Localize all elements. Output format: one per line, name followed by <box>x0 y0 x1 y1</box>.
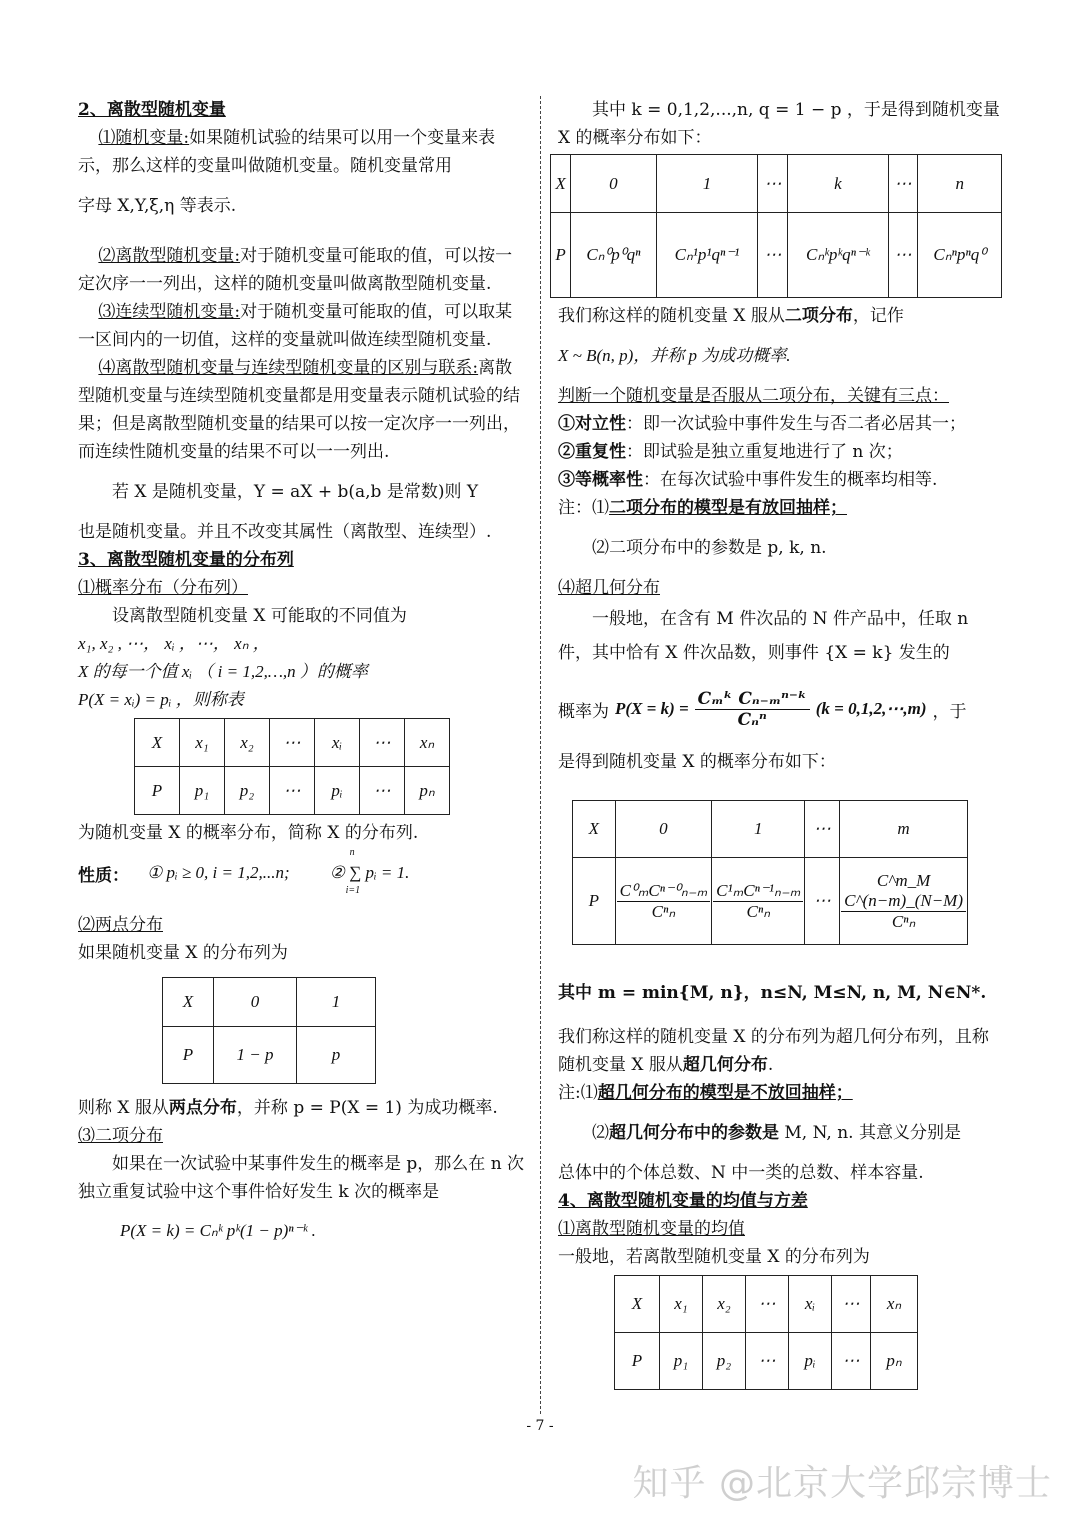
para-hypergeometric-dist: 是得到随机变量 X 的概率分布如下： <box>558 752 836 772</box>
para-values-list: x₁, x₂ , ⋯， xᵢ ，⋯， xₙ ， <box>78 634 270 653</box>
page-number: - 7 - <box>526 1418 554 1434</box>
para-discrete-rv: ⑵离散型随机变量:对于随机变量可能取的值，可以按一定次序一一列出，这样的随机变量叫做离散型随机变量. <box>78 246 513 294</box>
note-hypergeometric-model: 注:⑴超几何分布的模型是不放回抽样； <box>558 1083 853 1103</box>
table-row: X x₁ x₂ ⋯ xᵢ ⋯ xₙ <box>135 719 450 767</box>
para-hypergeometric-def: 我们称这样的随机变量 X 的分布列为超几何分布列，且称随机变量 X 服从超几何分布. <box>558 1027 989 1075</box>
column-divider <box>540 96 541 1414</box>
hypergeometric-formula: 概率为 P(X = k) = $\frac{\text{Cₘᵏ Cₙ₋ₘⁿ⁻ᵏ}}{\text{Cₙⁿ}}$ (k = 0,1,2,⋯,m) ，于 <box>558 688 967 730</box>
para-random-variable: ⑴随机变量:如果随机试验的结果可以用一个变量来表示，那么这样的变量叫做随机变量。随机变量常用 <box>78 128 496 176</box>
para-m-definition: 其中 m = min{M, n}，n≤N, M≤N, n, M, N∈N*. <box>558 983 987 1003</box>
heading-mean-variance: 4、离散型随机变量的均值与方差 <box>558 1191 808 1211</box>
para-continuous-rv: ⑶连续型随机变量:对于随机变量可能取的值，可以取某一区间内的一切值，这样的变量就叫做连续型随机变量. <box>78 302 513 350</box>
left-column <box>78 96 526 1256</box>
two-point-table <box>162 977 376 1084</box>
binomial-formula: P(X = k) = Cₙᵏ pᵏ(1 − p)ⁿ⁻ᵏ . <box>120 1221 316 1240</box>
para-binomial-def: 我们称这样的随机变量 X 服从二项分布，记作 <box>558 306 904 326</box>
para-two-point-intro: 如果随机变量 X 的分布列为 <box>78 943 288 963</box>
watermark: 知乎 @北京大学邱宗博士 <box>632 1463 1052 1504</box>
table-row: P Cₙ⁰p⁰qⁿ Cₙ¹p¹qⁿ⁻¹ ⋯ Cₙᵏpᵏqⁿ⁻ᵏ ⋯ Cₙⁿpⁿq⁰ <box>551 213 1002 298</box>
table-row: P 1 − p p <box>163 1027 376 1084</box>
subheading-hypergeometric: ⑷超几何分布 <box>558 578 660 598</box>
note-hypergeometric-params: ⑵超几何分布中的参数是 M, N, n. 其意义分别是 <box>592 1123 961 1143</box>
table-row: P p₁ p₂ ⋯ pᵢ ⋯ pₙ <box>135 767 450 815</box>
table-row: X 0 1 <box>163 978 376 1027</box>
para-also-rv: 也是随机变量。并且不改变其属性（离散型、连续型）. <box>78 522 492 542</box>
table-row: X 0 1 ⋯ m <box>573 801 968 858</box>
mean-distribution-table <box>614 1275 918 1390</box>
right-column <box>555 96 1003 1390</box>
heading-distribution-list: 3、离散型随机变量的分布列 <box>78 550 294 570</box>
subheading-two-point: ⑵两点分布 <box>78 915 163 935</box>
table-row: P $\frac{\text{C⁰ₘCⁿ⁻⁰ₙ₋ₘ}}{\text{Cⁿₙ}}$ $\frac{\text{C¹ₘCⁿ⁻¹ₙ₋ₘ}}{\text{Cⁿₙ}}$ ⋯ $\frac{\text{C\textasciicircum{}m\_M C\textasciicircum{}(n−m)\_(N−M)}}{\text{Cⁿₙ}}$ <box>573 858 968 945</box>
point-repetition: ②重复性：即试验是独立重复地进行了 n 次； <box>558 442 903 462</box>
hypergeometric-table <box>572 800 968 945</box>
para-param-meaning: 总体中的个体总数、N 中一类的总数、样本容量. <box>558 1163 924 1183</box>
para-each-value: X 的每一个值 xᵢ （ i = 1,2,…,n ）的概率 <box>78 662 368 681</box>
para-mean-intro: 一般地，若离散型随机变量 X 的分布列为 <box>558 1247 870 1267</box>
point-opposition: ①对立性：即一次试验中事件发生与否二者必居其一； <box>558 414 966 434</box>
para-linear-transform: 若 X 是随机变量，Y = aX + b(a,b 是常数)则 Y <box>112 482 479 502</box>
subheading-mean: ⑴离散型随机变量的均值 <box>558 1219 745 1239</box>
para-letters: 字母 X,Y,ξ,η 等表示. <box>78 196 237 216</box>
para-values-intro: 设离散型随机变量 X 可能取的不同值为 <box>112 606 407 626</box>
table-row: P p₁ p₂ ⋯ pᵢ ⋯ pₙ <box>615 1333 918 1390</box>
binomial-table <box>550 154 1002 298</box>
note-binomial-params: ⑵二项分布中的参数是 p, k, n. <box>592 538 827 558</box>
subheading-binomial: ⑶二项分布 <box>78 1126 163 1146</box>
para-where-k: 其中 k = 0,1,2,...,n, q = 1 − p ，于是得到随机变量 X 的概率分布如下： <box>558 100 1000 148</box>
note-binomial-model: 注：⑴二项分布的模型是有放回抽样； <box>558 498 847 518</box>
para-dist-def: 为随机变量 X 的概率分布，简称 X 的分布列. <box>78 823 419 843</box>
para-hypergeometric-intro: 一般地，在含有 M 件次品的 N 件产品中，任取 n 件，其中恰有 X 件次品数，则事件 {X = k} 发生的 <box>558 609 969 663</box>
subheading-prob-dist: ⑴概率分布（分布列） <box>78 578 248 598</box>
para-binomial-intro: 如果在一次试验中某事件发生的概率是 p，那么在 n 次独立重复试验中这个事件恰好发生 k 次的概率是 <box>78 1154 525 1202</box>
heading-discrete-rv: 2、离散型随机变量 <box>78 100 226 120</box>
para-two-point-def: 则称 X 服从两点分布，并称 p = P(X = 1) 为成功概率. <box>78 1098 498 1118</box>
para-prob-eq: P(X = xᵢ) = pᵢ ，则称表 <box>78 690 244 709</box>
para-binomial-notation: X ~ B(n, p)，并称 p 为成功概率. <box>558 346 791 365</box>
table-row: X x₁ x₂ ⋯ xᵢ ⋯ xₙ <box>615 1276 918 1333</box>
distribution-table <box>134 718 450 815</box>
para-difference: ⑷离散型随机变量与连续型随机变量的区别与联系:离散型随机变量与连续型随机变量都是用变量表示随机试验的结果；但是离散型随机变量的结果可以按一定次序一一列出，而连续性随机变量的结果不可以一一列出. <box>78 358 520 462</box>
para-three-points: 判断一个随机变量是否服从二项分布，关键有三点： <box>558 386 949 406</box>
properties: 性质： ① pᵢ ≥ 0, i = 1,2,...n; ② ∑ pᵢ = 1. n i=1 <box>78 847 410 896</box>
table-row: X 0 1 ⋯ k ⋯ n <box>551 155 1002 213</box>
point-equal-prob: ③等概率性：在每次试验中事件发生的概率均相等. <box>558 470 938 490</box>
